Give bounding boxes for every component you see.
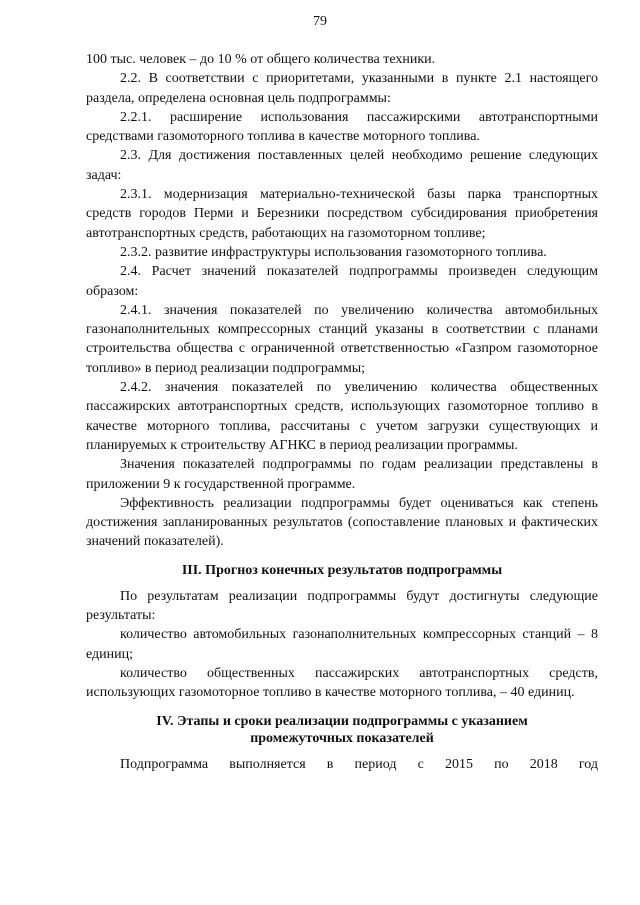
paragraph: 2.2. В соответствии с приоритетами, указанными в пункте 2.1 настоящего раздела, определена основная цель подпрограммы: — [86, 71, 598, 106]
paragraph: Значения показателей подпрограммы по годам реализации представлены в приложении 9 к государственной программе. — [86, 457, 598, 492]
paragraph: Эффективность реализации подпрограммы будет оцениваться как степень достижения запланированных результатов (сопоставление плановых и фактических значений показателей). — [86, 495, 598, 550]
paragraph: 2.2.1. расширение использования пассажирскими автотранспортными средствами газомоторного топлива в качестве моторного топлива. — [86, 109, 598, 145]
document-body — [86, 50, 598, 774]
paragraph: 2.4.2. значения показателей по увеличению количества общественных пассажирских автотранспортных средств, использующих газомоторное топливо в качестве моторного топлива, рассчитаны с учетом загрузки существующих и планируемых к строительству АГНКС в период реализации программы. — [86, 380, 598, 453]
section-heading-4-line1: IV. Этапы и сроки реализации подпрограммы с указанием — [156, 713, 528, 729]
section-heading-4 — [86, 713, 598, 747]
page-number: 79 — [313, 14, 327, 29]
paragraph: количество общественных пассажирских автотранспортных средств, использующих газомоторное топливо в качестве моторного топлива, – 40 единиц. — [86, 665, 598, 701]
paragraph: 2.3. Для достижения поставленных целей необходимо решение следующих задач: — [86, 148, 598, 183]
paragraph: 2.3.1. модернизация материально-технической базы парка транспортных средств городов Перми и Березники посредством субсидирования приобретения автотранспортных средств, работающих на газомоторном топливе; — [86, 187, 598, 241]
paragraph: 2.4. Расчет значений показателей подпрограммы произведен следующим образом: — [86, 264, 598, 299]
paragraph: Подпрограмма выполняется в период с 2015 по 2018 год — [120, 756, 598, 772]
section-heading-4-line2: промежуточных показателей — [250, 730, 434, 746]
paragraph: 2.3.2. развитие инфраструктуры использования газомоторного топлива. — [120, 244, 547, 260]
paragraph: количество автомобильных газонаполнительных компрессорных станций – 8 единиц; — [86, 627, 598, 662]
paragraph: По результатам реализации подпрограммы будут достигнуты следующие результаты: — [86, 588, 598, 624]
paragraph: 100 тыс. человек – до 10 % от общего количества техники. — [86, 52, 436, 67]
paragraph: 2.4.1. значения показателей по увеличению количества автомобильных газонаполнительных компрессорных станций указаны в соответствии с планами строительства общества с ограниченной ответственностью «Газпром газомоторное топливо» в период реализации подпрограммы; — [86, 302, 598, 376]
section-heading-3: III. Прогноз конечных результатов подпрограммы — [181, 562, 503, 578]
